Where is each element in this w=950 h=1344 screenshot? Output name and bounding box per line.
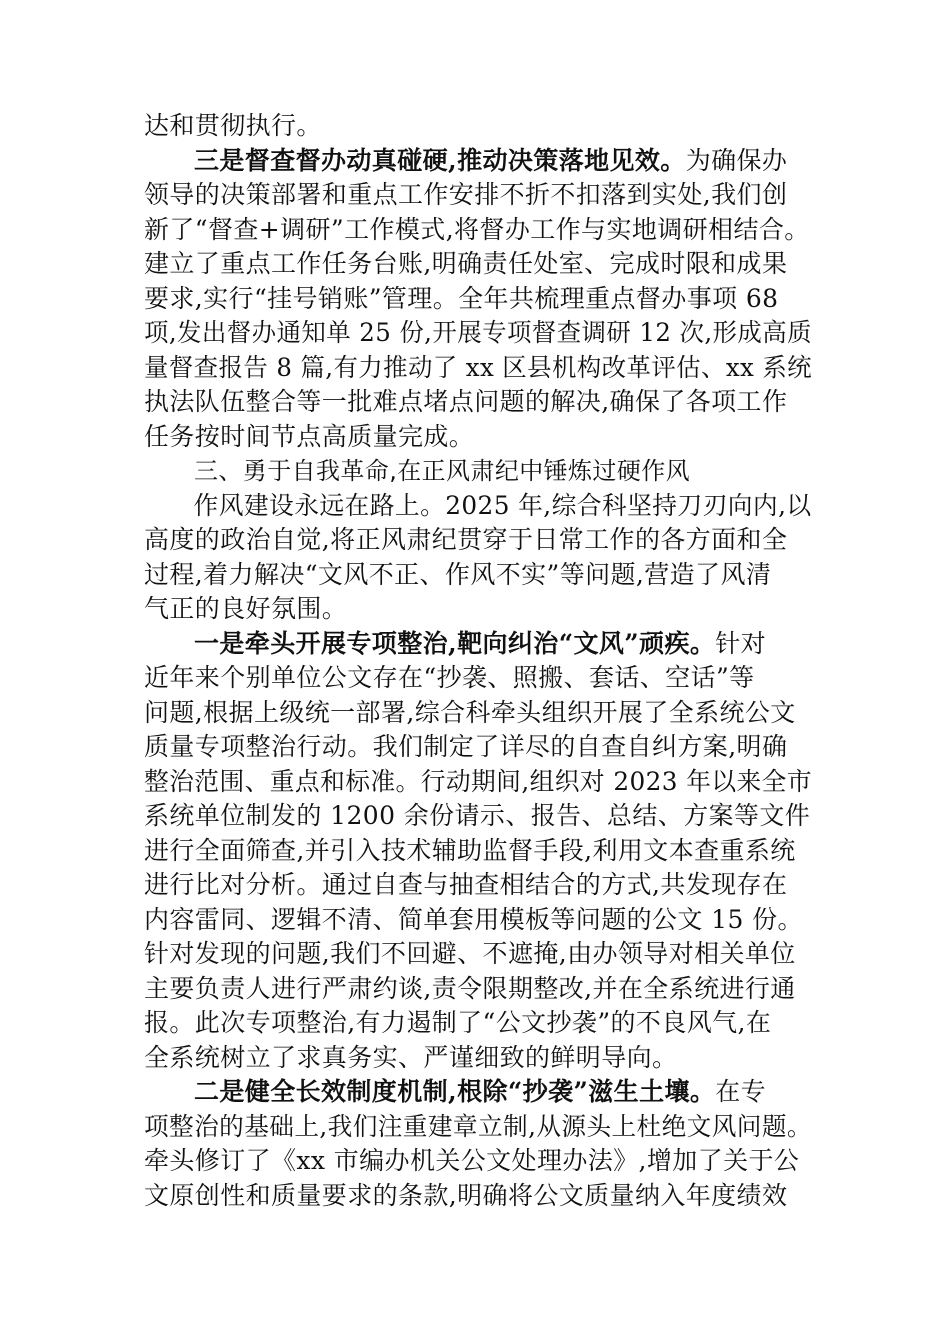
text-line: 建立了重点工作任务台账,明确责任处室、完成时限和成果 [144,249,788,278]
bold-lead-sentence: 二是健全长效制度机制,根除“抄袭”滋生土壤。 [194,1077,716,1106]
text-line: 牵头修订了《xx 市编办机关公文处理办法》,增加了关于公 [144,1146,800,1175]
text-line: 项,发出督办通知单 25 份,开展专项督查调研 12 次,形成高质 [144,318,812,347]
text-line: 全系统树立了求真务实、严谨细致的鲜明导向。 [144,1042,678,1072]
text-line: 任务按时间节点高质量完成。 [144,421,475,451]
text-segment: 在专 [715,1077,767,1106]
text-line: 达和贯彻执行。 [144,111,322,140]
text-line: 高度的政治自觉,将正风肃纪贯穿于日常工作的各方面和全 [144,525,788,554]
paragraph-start-line [144,144,812,179]
text-line: 项整治的基础上,我们注重建章立制,从源头上杜绝文风问题。 [144,1111,812,1141]
text-line: 近年来个别单位公文存在“抄袭、照搬、套话、空话”等 [144,663,755,692]
bold-lead-sentence: 一是牵头开展专项整治,靶向纠治“文风”顽疾。 [194,628,716,658]
document-page [144,109,812,1213]
text-line: 执法队伍整合等一批难点堵点问题的解决,确保了各项工作 [144,387,788,416]
text-line: 质量专项整治行动。我们制定了详尽的自查自纠方案,明确 [144,732,788,761]
text-line: 主要负责人进行严肃约谈,责令限期整改,并在全系统进行通 [144,973,796,1003]
text-line: 进行比对分析。通过自查与抽查相结合的方式,共发现存在 [144,870,788,899]
text-line: 问题,根据上级统一部署,综合科牵头组织开展了全系统公文 [144,697,796,727]
text-line: 要求,实行“挂号销账”管理。全年共梳理重点督办事项 68 [144,283,779,313]
text-line: 进行全面筛查,并引入技术辅助监督手段,利用文本查重系统 [144,835,796,865]
text-line: 报。此次专项整治,有力遏制了“公文抄袭”的不良风气,在 [144,1008,772,1037]
paragraph-start-line [144,1075,812,1110]
text-line: 量督查报告 8 篇,有力推动了 xx 区县机构改革评估、xx 系统 [144,352,813,382]
text-line: 新了“督查+调研”工作模式,将督办工作与实地调研相结合。 [144,214,810,244]
text-line: 针对发现的问题,我们不回避、不遮掩,由办领导对相关单位 [144,939,796,968]
text-segment: 针对 [715,628,767,658]
paragraph-start-line: 作风建设永远在路上。2025 年,综合科坚持刀刃向内,以 [193,490,812,520]
bold-lead-sentence: 三是督查督办动真碰硬,推动决策落地见效。 [194,145,686,175]
text-line: 内容雷同、逻辑不清、简单套用模板等问题的公文 15 份。 [144,904,803,934]
text-line: 领导的决策部署和重点工作安排不折不扣落到实处,我们创 [144,180,788,209]
text-line: 气正的良好氛围。 [144,594,348,623]
text-segment: 为确保办 [685,145,788,175]
section-heading: 三、勇于自我革命,在正风肃纪中锤炼过硬作风 [194,457,691,485]
text-line: 过程,着力解决“文风不正、作风不实”等问题,营造了风清 [144,559,772,589]
text-line: 系统单位制发的 1200 余份请示、报告、总结、方案等文件 [144,801,811,830]
paragraph-start-line [144,627,812,662]
text-line: 文原创性和质量要求的条款,明确将公文质量纳入年度绩效 [144,1180,788,1210]
text-line: 整治范围、重点和标准。行动期间,组织对 2023 年以来全市 [144,766,812,796]
